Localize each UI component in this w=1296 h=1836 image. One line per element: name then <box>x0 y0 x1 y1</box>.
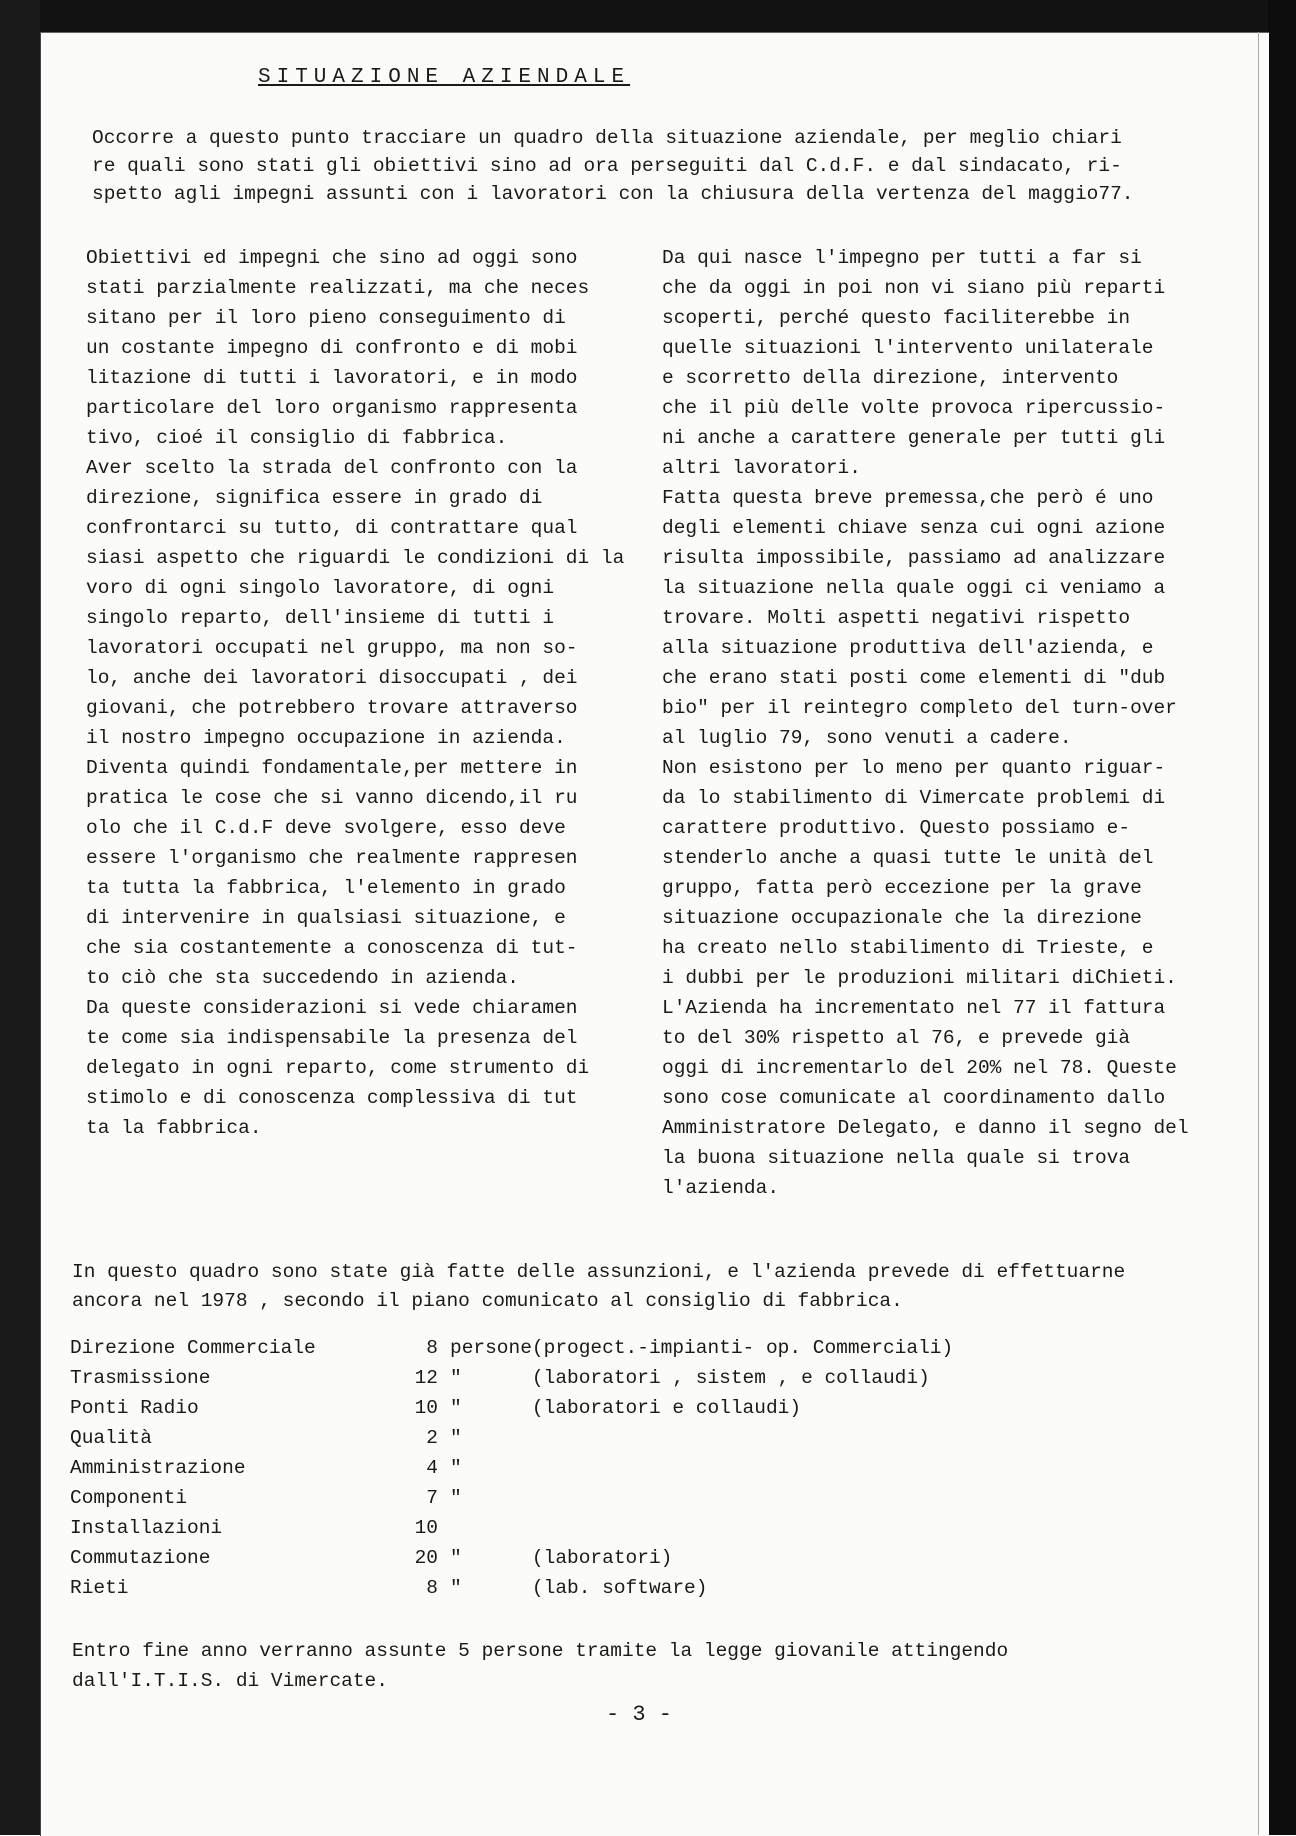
table-row <box>70 1393 992 1423</box>
count-cell: 8 <box>426 1577 438 1599</box>
notes-cell: (laboratori e collaudi) <box>531 1397 802 1419</box>
unit-cell <box>450 1513 532 1543</box>
count-cell: 4 <box>426 1457 438 1479</box>
department-cell: Commutazione <box>70 1547 211 1569</box>
count-cell: 7 <box>426 1487 438 1509</box>
intro-paragraph: Occorre a questo punto tracciare un quadro della situazione aziendale, per meglio chiari re quali sono stati gli obiettivi sino ad ora perseguiti dal C.d.F. e dal sindacato, ri- spetto agli impegni assunti con i lavoratori con la chiusura della vertenza del maggio77. <box>92 127 1134 205</box>
table-row <box>70 1573 992 1603</box>
unit-cell: " <box>450 1367 462 1389</box>
notes-cell <box>532 1423 992 1453</box>
page-title: SITUAZIONE AZIENDALE <box>258 66 631 89</box>
scan-left-border <box>0 0 40 1835</box>
page-number: - 3 - <box>606 1702 673 1727</box>
table-row <box>70 1363 992 1393</box>
page-edge <box>1258 32 1259 1835</box>
count-cell: 10 <box>414 1517 438 1539</box>
notes-cell <box>532 1483 992 1513</box>
closing-paragraph: Entro fine anno verranno assunte 5 persone tramite la legge giovanile attingendo dall'I.T.I.S. di Vimercate. <box>72 1640 1009 1692</box>
notes-cell: (laboratori) <box>531 1547 673 1569</box>
table-row <box>70 1333 992 1363</box>
unit-cell: persone <box>450 1337 532 1359</box>
left-column-text: Obiettivi ed impegni che sino ad oggi sono stati parzialmente realizzati, ma che neces sitano per il loro pieno conseguimento di un costante impegno di confronto e di mobi litazione di tutti i lavoratori, e in modo particolare del loro organismo rappresenta tivo, cioé il consiglio di fabbrica. Aver scelto la strada del confronto con la direzione, significa essere in grado di confrontarci su tutto, di contrattare qual siasi aspetto che riguardi le condizioni di la voro di ogni singolo lavoratore, di ogni singolo reparto, dell'insieme di tutti i lavoratori occupati nel gruppo, ma non so- lo, anche dei lavoratori disoccupati , dei giovani, che potrebbero trovare attraverso il nostro impegno occupazione in azienda. Diventa quindi fondamentale,per mettere in pratica le cose che si vanno dicendo,il ru olo che il C.d.F deve svolgere, esso deve essere l'organismo che realmente rappresen ta tutta la fabbrica, l'elemento in grado di intervenire in qualsiasi situazione, e che sia costantemente a conoscenza di tut- to ciò che sta succedendo in azienda. Da queste considerazioni si vede chiaramen te come sia indispensabile la presenza del delegato in ogni reparto, come strumento di stimolo e di conoscenza complessiva di tut ta la fabbrica. <box>86 247 625 1139</box>
unit-cell: " <box>450 1397 462 1419</box>
department-cell: Componenti <box>70 1487 188 1509</box>
table-row <box>70 1423 992 1453</box>
count-cell: 10 <box>414 1397 438 1419</box>
department-cell: Direzione Commerciale <box>70 1337 316 1359</box>
unit-cell: " <box>450 1487 462 1509</box>
notes-cell: (progect.-impianti- op. Commerciali) <box>531 1337 954 1359</box>
table-row <box>70 1453 992 1483</box>
department-cell: Installazioni <box>70 1517 223 1539</box>
notes-cell: (lab. software) <box>531 1577 708 1599</box>
right-column-text: Da qui nasce l'impegno per tutti a far si che da oggi in poi non vi siano più reparti scoperti, perché questo faciliterebbe in quelle situazioni l'intervento unilaterale e scorretto della direzione, intervento che il più delle volte provoca ripercussio- ni anche a carattere generale per tutti gli altri lavoratori. Fatta questa breve premessa,che però é uno degli elementi chiave senza cui ogni azione risulta impossibile, passiamo ad analizzare la situazione nella quale oggi ci veniamo a trovare. Molti aspetti negativi rispetto alla situazione produttiva dell'azienda, e che erano stati posti come elementi di "dub bio" per il reintegro completo del turn-over al luglio 79, sono venuti a cadere. Non esistono per lo meno per quanto riguar- da lo stabilimento di Vimercate problemi di carattere produttivo. Questo possiamo e- stenderlo anche a quasi tutte le unità del gruppo, fatta però eccezione per la grave situazione occupazionale che la direzione ha creato nello stabilimento di Trieste, e i dubbi per le produzioni militari diChieti. L'Azienda ha incrementato nel 77 il fattura to del 30% rispetto al 76, e prevede già oggi di incrementarlo del 20% nel 78. Queste sono cose comunicate al coordinamento dallo Amministratore Delegato, e danno il segno del la buona situazione nella quale si trova l'azienda. <box>662 247 1189 1199</box>
unit-cell: " <box>450 1457 462 1479</box>
count-cell: 2 <box>426 1427 438 1449</box>
table-row <box>70 1513 992 1543</box>
count-cell: 20 <box>414 1547 438 1569</box>
table-row <box>70 1543 992 1573</box>
department-cell: Ponti Radio <box>70 1397 199 1419</box>
scan-right-border <box>1268 0 1296 1835</box>
unit-cell: " <box>450 1547 462 1569</box>
unit-cell: " <box>450 1427 462 1449</box>
notes-cell: (laboratori , sistem , e collaudi) <box>531 1367 930 1389</box>
hiring-intro-paragraph: In questo quadro sono state già fatte delle assunzioni, e l'azienda prevede di effettuarne ancora nel 1978 , secondo il piano comunicato al consiglio di fabbrica. <box>72 1261 1126 1312</box>
department-cell: Rieti <box>70 1577 129 1599</box>
unit-cell: " <box>450 1577 462 1599</box>
count-cell: 8 <box>426 1337 438 1359</box>
department-cell: Qualità <box>70 1427 152 1449</box>
department-cell: Trasmissione <box>70 1367 211 1389</box>
scan-top-border <box>0 0 1296 32</box>
notes-cell <box>532 1453 992 1483</box>
table-row <box>70 1483 992 1513</box>
department-cell: Amministrazione <box>70 1457 246 1479</box>
hiring-table <box>70 1333 992 1603</box>
notes-cell <box>532 1513 992 1543</box>
count-cell: 12 <box>414 1367 438 1389</box>
